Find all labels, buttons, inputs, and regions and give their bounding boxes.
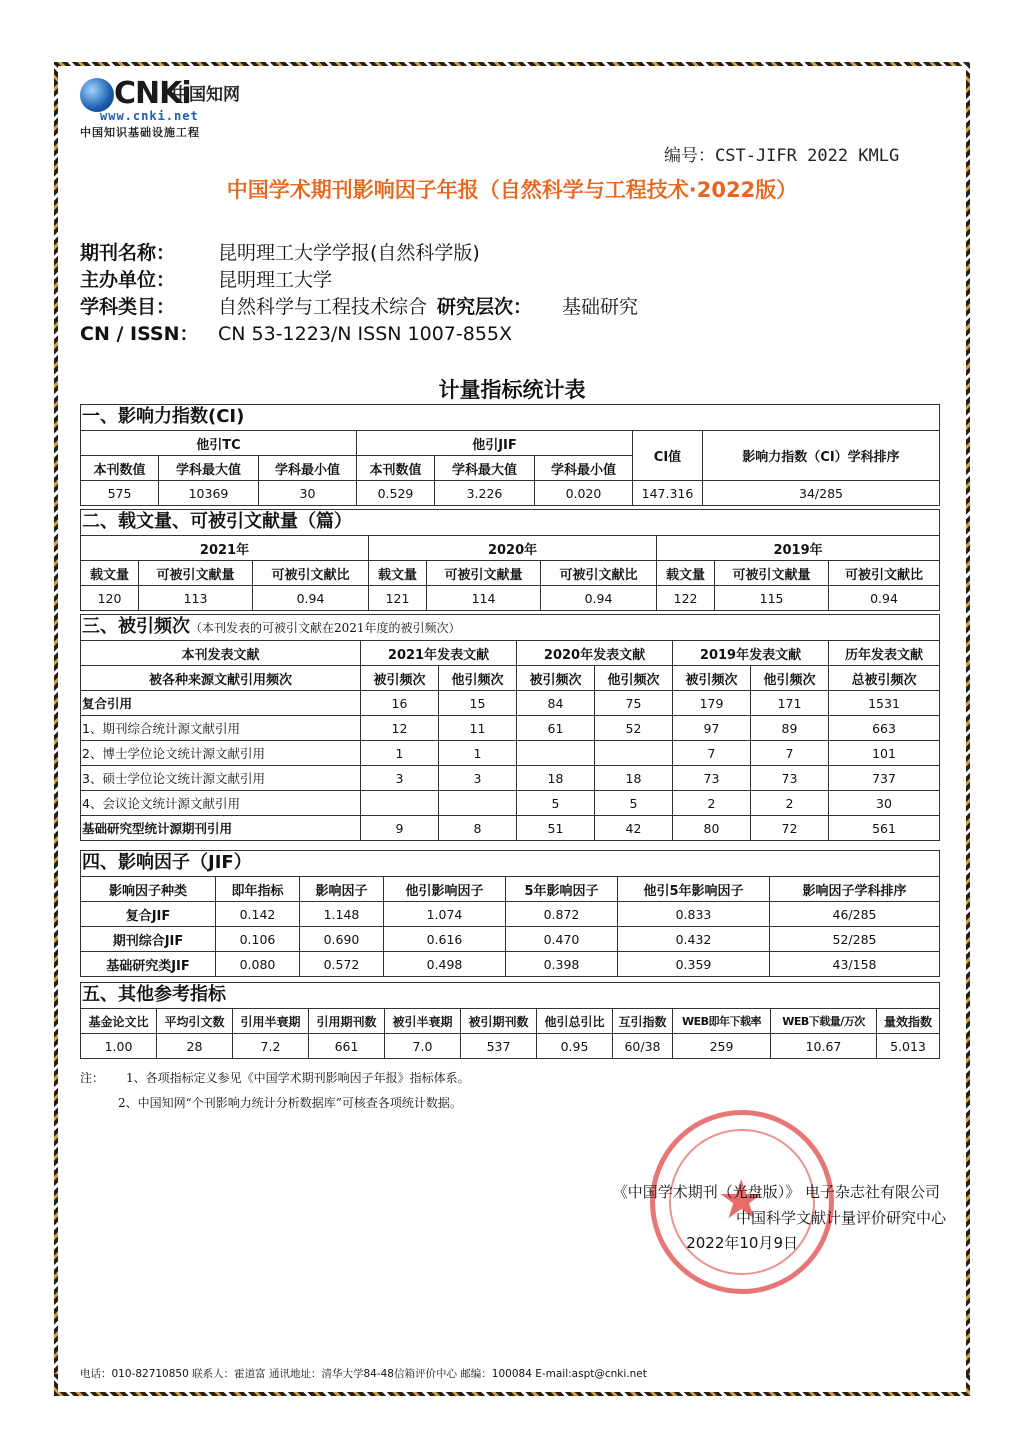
col-header: 可被引文献比	[829, 561, 940, 586]
col-header: 2020年	[369, 536, 657, 561]
info-key: 主办单位：	[80, 269, 176, 291]
table-cell: 84	[517, 691, 595, 716]
col-header: 可被引文献量	[715, 561, 829, 586]
table-cell: 30	[259, 481, 357, 506]
table-cell: 52	[595, 716, 673, 741]
table-cell: 10.67	[771, 1034, 877, 1059]
journal-info	[80, 240, 638, 348]
table-cell: 61	[517, 716, 595, 741]
other-table	[80, 1008, 940, 1059]
note-text: 1、各项指标定义参见《中国学术期刊影响因子年报》指标体系。	[126, 1071, 470, 1085]
info-value: CN 53-1223/N ISSN 1007-855X	[218, 323, 513, 345]
table-cell: 16	[361, 691, 439, 716]
col-header: 引用期刊数	[309, 1009, 385, 1034]
col-header: 学科最大值	[159, 456, 259, 481]
table-title: 计量指标统计表	[438, 378, 586, 402]
table-cell	[517, 741, 595, 766]
table-row	[81, 716, 940, 741]
col-header: 本刊数值	[81, 456, 159, 481]
section-heading: 四、影响因子（JIF）	[80, 850, 940, 876]
star-icon: ★	[717, 1168, 766, 1231]
notes	[80, 1066, 470, 1116]
logo-brand: CNKi	[114, 76, 191, 111]
col-header: 引用半衰期	[233, 1009, 309, 1034]
section-ci	[80, 404, 940, 506]
table-cell: 89	[751, 716, 829, 741]
note-line	[80, 1091, 470, 1116]
col-header: 互引指数	[613, 1009, 673, 1034]
table-cell: 18	[595, 766, 673, 791]
table-cell: 0.080	[216, 952, 300, 977]
note-text: 2、中国知网“个刊影响力统计分析数据库”可核查各项统计数据。	[118, 1096, 462, 1110]
col-header: 可被引文献比	[541, 561, 657, 586]
table-cell: 18	[517, 766, 595, 791]
col-header: 被引频次	[673, 666, 751, 691]
section-jif	[80, 850, 940, 977]
col-header: 学科最大值	[435, 456, 535, 481]
table-cell: 0.690	[300, 927, 384, 952]
table-cell: 259	[673, 1034, 771, 1059]
table-cell	[439, 791, 517, 816]
col-header: 被引半衰期	[385, 1009, 461, 1034]
row-label: 基础研究类JIF	[81, 952, 216, 977]
table-cell: 0.470	[506, 927, 618, 952]
table-cell: 575	[81, 481, 159, 506]
section-load	[80, 509, 940, 611]
table-cell: 0.616	[384, 927, 506, 952]
note-line	[80, 1066, 470, 1091]
col-header: 他引频次	[751, 666, 829, 691]
row-label: 4、会议论文统计源文献引用	[81, 791, 361, 816]
row-label: 基础研究型统计源期刊引用	[81, 816, 361, 841]
logo-brand-cn: 中国知网	[172, 85, 240, 105]
col-header: 被引期刊数	[461, 1009, 537, 1034]
info-issn	[80, 321, 638, 348]
col-header: 学科最小值	[259, 456, 357, 481]
col-header: 即年指标	[216, 877, 300, 902]
table-cell: 42	[595, 816, 673, 841]
table-cell: 0.94	[829, 586, 940, 611]
col-header: 他引TC	[81, 431, 357, 456]
table-cell: 737	[829, 766, 940, 791]
table-cell: 7.0	[385, 1034, 461, 1059]
col-header: 总被引频次	[829, 666, 940, 691]
table-row	[81, 691, 940, 716]
table-cell: 51	[517, 816, 595, 841]
row-label: 复合JIF	[81, 902, 216, 927]
col-header: 他引频次	[595, 666, 673, 691]
table-cell: 3.226	[435, 481, 535, 506]
table-cell: 0.94	[541, 586, 657, 611]
col-header: 他引影响因子	[384, 877, 506, 902]
row-label: 期刊综合JIF	[81, 927, 216, 952]
table-cell: 0.833	[618, 902, 770, 927]
jif-table	[80, 876, 940, 977]
col-header: 影响力指数（CI）学科排序	[703, 431, 940, 481]
table-cell: 1.074	[384, 902, 506, 927]
col-header: 被各种来源文献引用频次	[81, 666, 361, 691]
col-header: 载文量	[657, 561, 715, 586]
table-cell: 46/285	[770, 902, 940, 927]
col-header: 本刊发表文献	[81, 641, 361, 666]
info-key: CN / ISSN：	[80, 323, 199, 345]
col-header: 载文量	[369, 561, 427, 586]
col-header: WEB即年下载率	[673, 1009, 771, 1034]
col-header: 影响因子	[300, 877, 384, 902]
info-key: 期刊名称：	[80, 242, 176, 264]
table-cell: 663	[829, 716, 940, 741]
table-cell: 661	[309, 1034, 385, 1059]
info-key: 学科类目：	[80, 296, 176, 318]
publish-date: 2022年10月9日	[686, 1234, 798, 1252]
row-label: 3、硕士学位论文统计源文献引用	[81, 766, 361, 791]
table-cell: 122	[657, 586, 715, 611]
publisher-line: 中国科学文献计量评价研究中心	[735, 1209, 946, 1227]
table-cell: 10369	[159, 481, 259, 506]
logo-url: www.cnki.net	[100, 109, 199, 123]
table-cell: 115	[715, 586, 829, 611]
table-row	[81, 766, 940, 791]
cnki-logo	[80, 76, 250, 138]
col-header: 他引5年影响因子	[618, 877, 770, 902]
table-cell: 1.00	[81, 1034, 157, 1059]
info-key: 研究层次：	[437, 296, 533, 318]
table-cell: 2	[751, 791, 829, 816]
col-header: 平均引文数	[157, 1009, 233, 1034]
globe-icon	[80, 78, 114, 112]
table-cell: 0.498	[384, 952, 506, 977]
info-subject	[80, 294, 638, 321]
info-value: 昆明理工大学学报(自然科学版)	[218, 242, 480, 264]
table-cell: 1	[439, 741, 517, 766]
table-cell: 0.432	[618, 927, 770, 952]
section-heading: 二、载文量、可被引文献量（篇）	[80, 509, 940, 535]
col-header: 量效指数	[877, 1009, 940, 1034]
table-cell: 5.013	[877, 1034, 940, 1059]
table-cell: 73	[673, 766, 751, 791]
table-cell: 114	[427, 586, 541, 611]
table-cell: 3	[361, 766, 439, 791]
info-value: 基础研究	[562, 296, 639, 318]
table-cell: 1531	[829, 691, 940, 716]
col-header: 2020年发表文献	[517, 641, 673, 666]
load-table	[80, 535, 940, 611]
table-cell: 3	[439, 766, 517, 791]
table-cell: 12	[361, 716, 439, 741]
table-row	[81, 902, 940, 927]
table-cell: 7.2	[233, 1034, 309, 1059]
table-row	[81, 927, 940, 952]
table-row	[81, 1034, 940, 1059]
table-cell: 121	[369, 586, 427, 611]
section-heading: 一、影响力指数(CI)	[80, 404, 940, 430]
table-cell: 28	[157, 1034, 233, 1059]
logo-subtitle: 中国知识基础设施工程	[80, 126, 200, 139]
table-cell: 0.020	[535, 481, 633, 506]
table-row	[81, 952, 940, 977]
table-cell: 0.572	[300, 952, 384, 977]
section-note: （本刊发表的可被引文献在2021年度的被引频次）	[190, 621, 461, 635]
citation-table	[80, 640, 940, 841]
col-header: 他引JIF	[357, 431, 633, 456]
table-cell	[361, 791, 439, 816]
table-cell: 97	[673, 716, 751, 741]
col-header: 学科最小值	[535, 456, 633, 481]
info-value: 自然科学与工程技术综合	[218, 296, 428, 318]
info-sponsor	[80, 267, 638, 294]
table-cell	[595, 741, 673, 766]
col-header: 被引频次	[361, 666, 439, 691]
table-cell: 1	[361, 741, 439, 766]
table-row	[81, 791, 940, 816]
col-header: 本刊数值	[357, 456, 435, 481]
section-citations	[80, 614, 940, 841]
info-value: 昆明理工大学	[218, 269, 333, 291]
table-cell: 0.359	[618, 952, 770, 977]
table-row	[81, 816, 940, 841]
table-cell: 537	[461, 1034, 537, 1059]
table-cell: 9	[361, 816, 439, 841]
table-cell: 7	[751, 741, 829, 766]
col-header: 他引频次	[439, 666, 517, 691]
official-seal	[650, 1110, 834, 1294]
report-title: 中国学术期刊影响因子年报（自然科学与工程技术·2022版）	[226, 178, 798, 202]
row-label: 1、期刊综合统计源文献引用	[81, 716, 361, 741]
section-other	[80, 982, 940, 1059]
row-label: 复合引用	[81, 691, 361, 716]
table-row	[81, 481, 940, 506]
table-cell: 34/285	[703, 481, 940, 506]
col-header: 2021年	[81, 536, 369, 561]
info-journal	[80, 240, 638, 267]
col-header: 5年影响因子	[506, 877, 618, 902]
col-header: 2021年发表文献	[361, 641, 517, 666]
col-header: 可被引文献量	[427, 561, 541, 586]
ci-table	[80, 430, 940, 506]
col-header: 可被引文献比	[253, 561, 369, 586]
table-row	[81, 741, 940, 766]
table-cell: 0.872	[506, 902, 618, 927]
col-header: 2019年	[657, 536, 940, 561]
table-cell: 0.398	[506, 952, 618, 977]
col-header: 影响因子种类	[81, 877, 216, 902]
table-cell: 43/158	[770, 952, 940, 977]
publisher-line: 《中国学术期刊（光盘版）》 电子杂志社有限公司	[612, 1183, 940, 1201]
table-cell: 147.316	[633, 481, 703, 506]
serial-number: 编号：CST-JIFR 2022 KMLG	[664, 146, 900, 166]
col-header: 2019年发表文献	[673, 641, 829, 666]
table-cell: 75	[595, 691, 673, 716]
col-header: 历年发表文献	[829, 641, 940, 666]
table-cell: 7	[673, 741, 751, 766]
table-cell: 120	[81, 586, 139, 611]
section-heading-text: 三、被引频次	[82, 616, 190, 637]
footer-contact: 电话：010-82710850 联系人：霍道富 通讯地址：清华大学84-48信箱评价中心 邮编：100084 E-mail:aspt@cnki.net	[80, 1368, 647, 1380]
table-cell: 8	[439, 816, 517, 841]
col-header: WEB下载量/万次	[771, 1009, 877, 1034]
table-cell: 73	[751, 766, 829, 791]
col-header: 被引频次	[517, 666, 595, 691]
table-cell: 0.142	[216, 902, 300, 927]
table-cell: 5	[517, 791, 595, 816]
col-header: 载文量	[81, 561, 139, 586]
table-cell: 30	[829, 791, 940, 816]
table-cell: 80	[673, 816, 751, 841]
table-cell: 15	[439, 691, 517, 716]
table-cell: 52/285	[770, 927, 940, 952]
table-cell: 0.94	[253, 586, 369, 611]
table-cell: 1.148	[300, 902, 384, 927]
table-cell: 11	[439, 716, 517, 741]
table-cell: 113	[139, 586, 253, 611]
note-label: 注：	[80, 1071, 105, 1085]
table-cell: 72	[751, 816, 829, 841]
col-header: 基金论文比	[81, 1009, 157, 1034]
table-cell: 561	[829, 816, 940, 841]
section-heading: 五、其他参考指标	[80, 982, 940, 1008]
table-cell: 60/38	[613, 1034, 673, 1059]
table-cell: 0.95	[537, 1034, 613, 1059]
col-header: 他引总引比	[537, 1009, 613, 1034]
section-heading	[80, 614, 940, 640]
table-cell: 101	[829, 741, 940, 766]
table-cell: 5	[595, 791, 673, 816]
table-row	[81, 586, 940, 611]
col-header: 影响因子学科排序	[770, 877, 940, 902]
col-header: 可被引文献量	[139, 561, 253, 586]
table-cell: 0.106	[216, 927, 300, 952]
table-cell: 179	[673, 691, 751, 716]
row-label: 2、博士学位论文统计源文献引用	[81, 741, 361, 766]
table-cell: 2	[673, 791, 751, 816]
table-cell: 171	[751, 691, 829, 716]
table-cell: 0.529	[357, 481, 435, 506]
col-header: CI值	[633, 431, 703, 481]
